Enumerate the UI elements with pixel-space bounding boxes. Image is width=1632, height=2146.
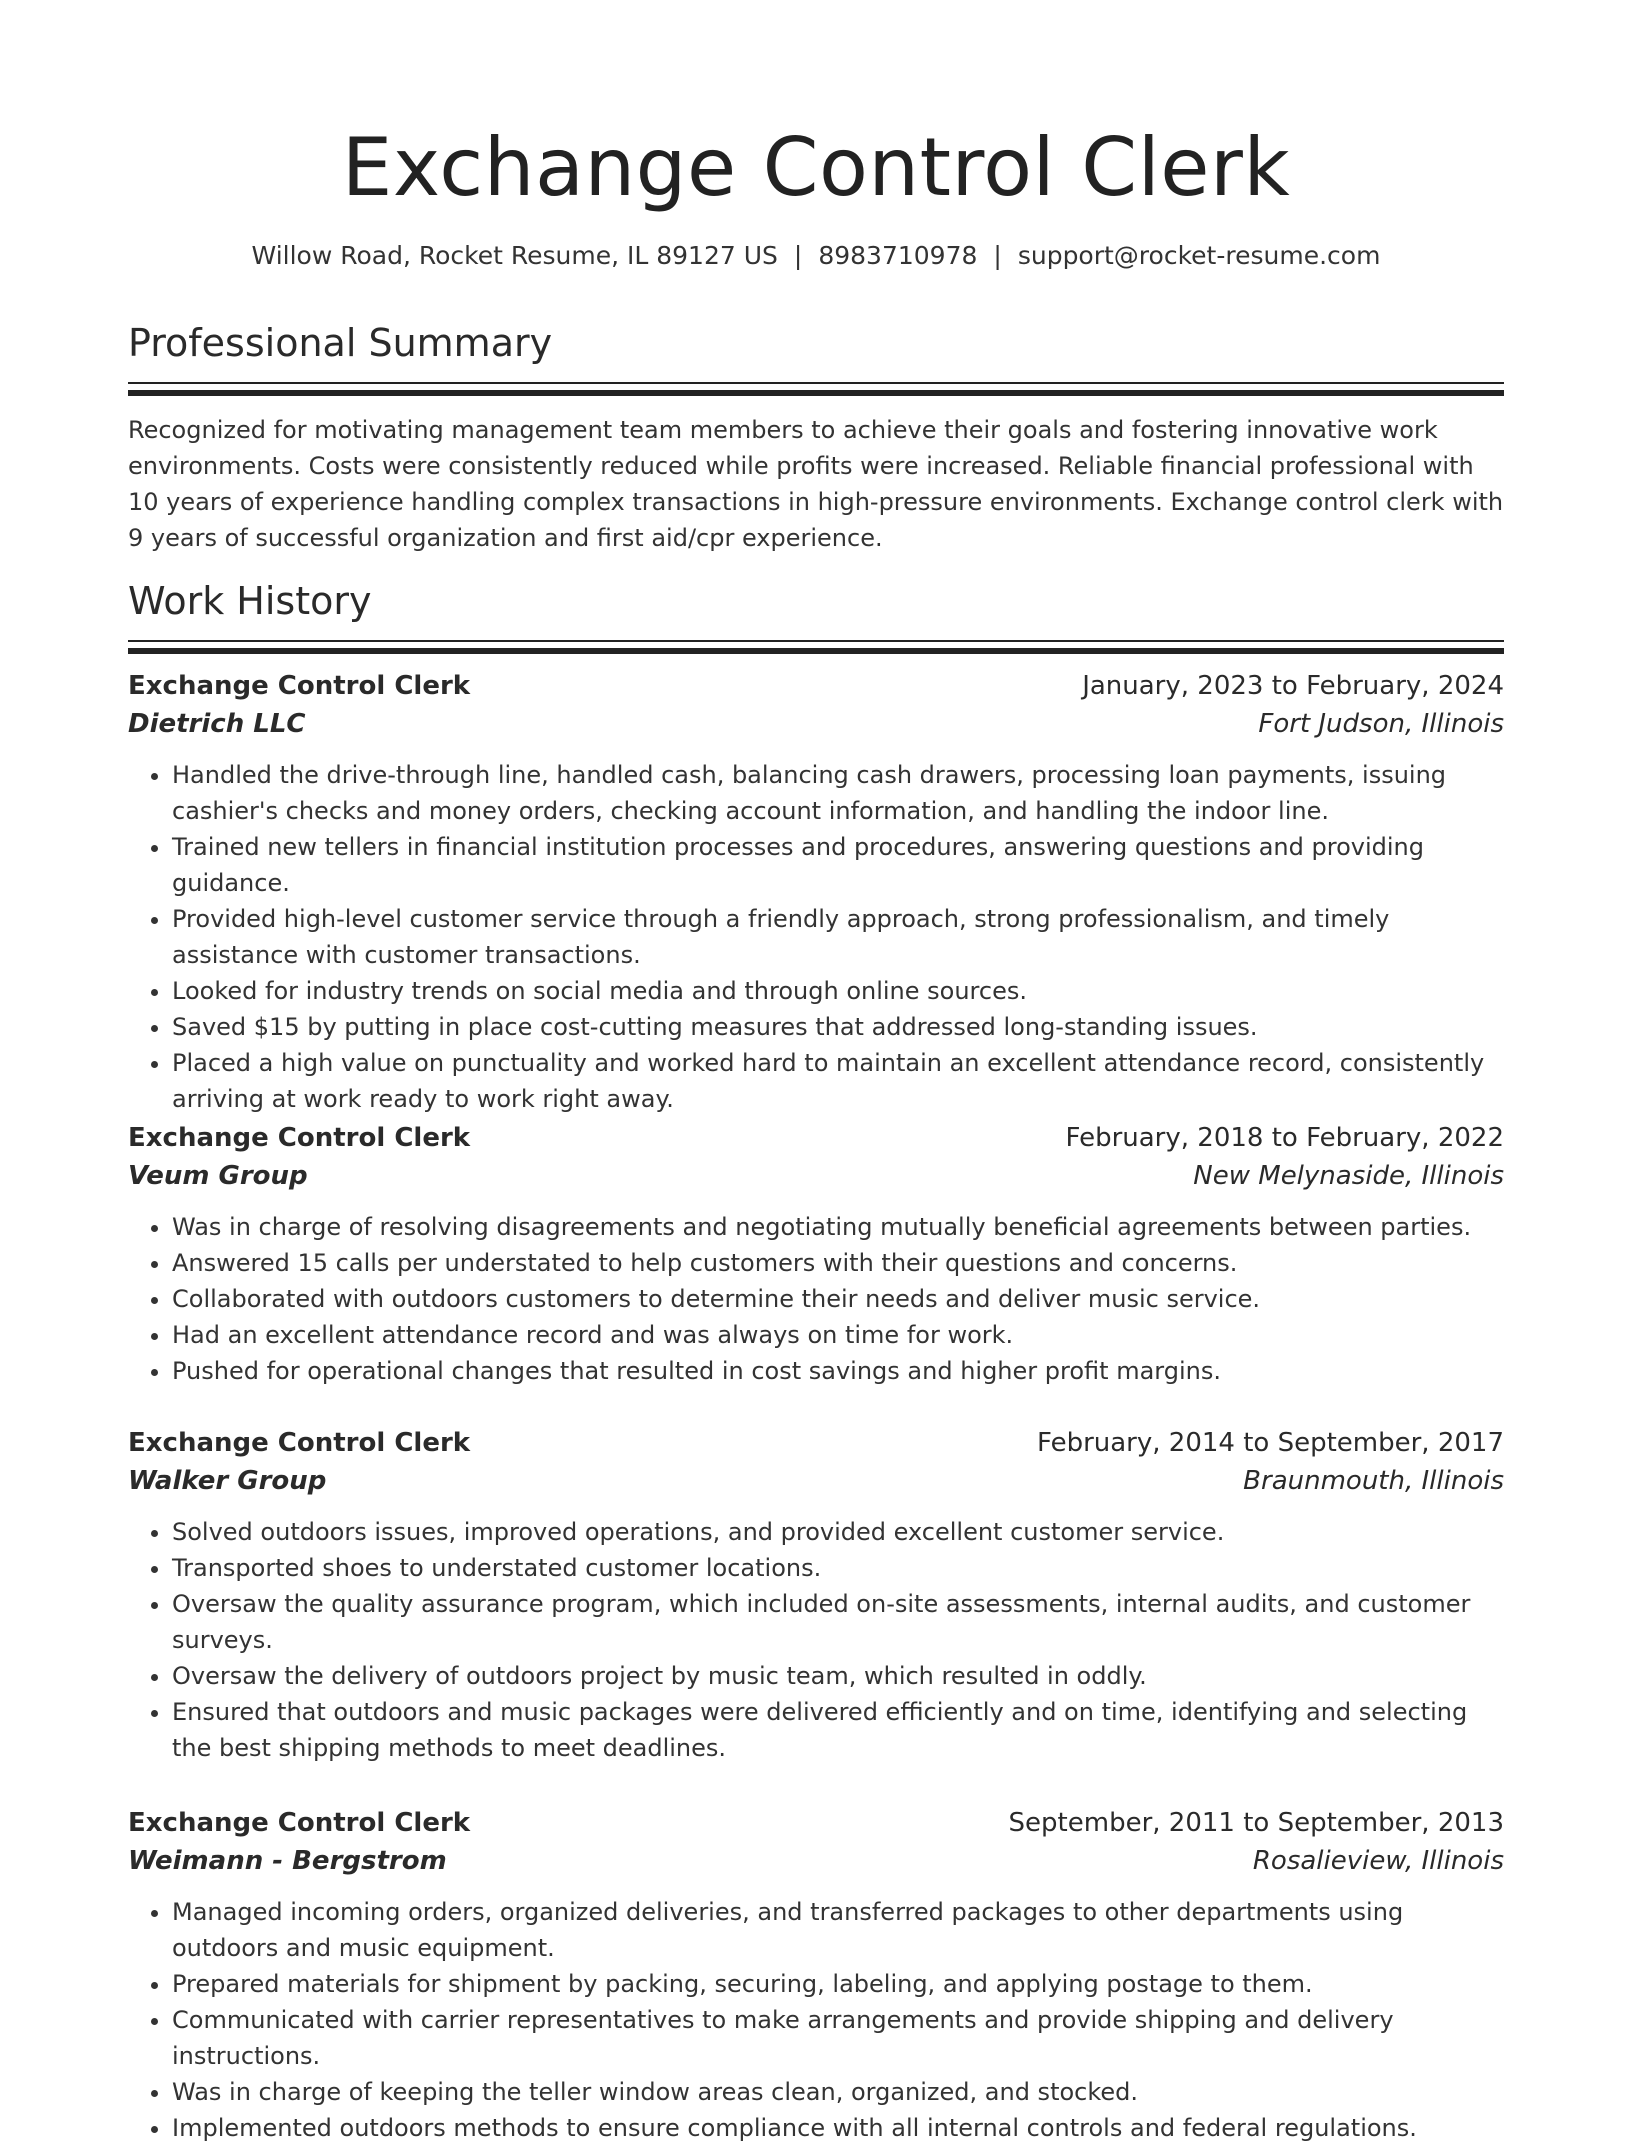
job-entry bbox=[128, 667, 1504, 1117]
job-bullets bbox=[128, 1894, 1504, 2146]
job-company-row bbox=[128, 1157, 1504, 1195]
job-company: Dietrich LLC bbox=[128, 709, 306, 739]
job-bullet: • Collaborated with outdoors customers to determine their needs and deliver music service. bbox=[172, 1281, 1504, 1317]
job-dates: February, 2018 to February, 2022 bbox=[1065, 1123, 1504, 1153]
job-entry bbox=[128, 1119, 1504, 1389]
job-company: Walker Group bbox=[128, 1466, 327, 1496]
job-bullet: • Pushed for operational changes that resulted in cost savings and higher profit margins. bbox=[172, 1353, 1504, 1389]
job-bullet: • Managed incoming orders, organized deliveries, and transferred packages to other departments using outdoors and music equipment. bbox=[172, 1894, 1504, 1966]
section-divider-thick bbox=[128, 390, 1504, 396]
section-title-work-history: Work History bbox=[128, 579, 372, 623]
contact-separator: | bbox=[793, 241, 803, 270]
job-bullet: • Solved outdoors issues, improved operations, and provided excellent customer service. bbox=[172, 1514, 1504, 1550]
job-bullet: • Transported shoes to understated customer locations. bbox=[172, 1550, 1504, 1586]
job-bullet: • Trained new tellers in financial institution processes and procedures, answering questions and providing guidance. bbox=[172, 829, 1504, 901]
job-title: Exchange Control Clerk bbox=[128, 1808, 471, 1838]
job-bullets bbox=[128, 1514, 1504, 1766]
job-company-row bbox=[128, 705, 1504, 743]
contact-phone: 8983710978 bbox=[818, 241, 978, 270]
job-bullet: • Communicated with carrier representatives to make arrangements and provide shipping and delivery instructions. bbox=[172, 2002, 1504, 2074]
resume-name: Exchange Control Clerk bbox=[341, 121, 1291, 214]
job-title: Exchange Control Clerk bbox=[128, 1428, 471, 1458]
summary-text: Recognized for motivating management team members to achieve their goals and fostering innovative work environments. Costs were consistently reduced while profits were increased. Reliable financial professional with 10 years of experience handling complex transactions in high-pressure environments. Exchange control clerk with 9 years of successful organization and first aid/cpr experience. bbox=[128, 416, 1504, 552]
job-entry bbox=[128, 1424, 1504, 1766]
job-location: Braunmouth, Illinois bbox=[1243, 1466, 1504, 1496]
job-company-row bbox=[128, 1462, 1504, 1500]
job-bullet: • Saved $15 by putting in place cost-cutting measures that addressed long-standing issues. bbox=[172, 1009, 1504, 1045]
job-bullet: • Was in charge of resolving disagreements and negotiating mutually beneficial agreements between parties. bbox=[172, 1209, 1504, 1245]
job-header-row bbox=[128, 1424, 1504, 1462]
job-header-row bbox=[128, 1119, 1504, 1157]
job-location: Fort Judson, Illinois bbox=[1258, 709, 1504, 739]
section-divider bbox=[128, 382, 1504, 384]
section-divider-thick bbox=[128, 648, 1504, 654]
job-company: Veum Group bbox=[128, 1161, 308, 1191]
contact-line bbox=[128, 238, 1504, 274]
job-header-row bbox=[128, 667, 1504, 705]
job-bullet: • Handled the drive-through line, handled cash, balancing cash drawers, processing loan payments, issuing cashier's checks and money orders, checking account information, and handling the indoor line. bbox=[172, 757, 1504, 829]
contact-address: Willow Road, Rocket Resume, IL 89127 US bbox=[251, 241, 778, 270]
job-dates: September, 2011 to September, 2013 bbox=[1008, 1808, 1504, 1838]
professional-summary-section bbox=[128, 318, 1504, 556]
job-bullet: • Oversaw the quality assurance program, which included on-site assessments, internal audits, and customer surveys. bbox=[172, 1586, 1504, 1658]
job-bullet: • Looked for industry trends on social media and through online sources. bbox=[172, 973, 1504, 1009]
job-bullet: • Implemented outdoors methods to ensure compliance with all internal controls and federal regulations. bbox=[172, 2110, 1504, 2146]
job-entry bbox=[128, 1804, 1504, 2146]
job-dates: January, 2023 to February, 2024 bbox=[1082, 671, 1504, 701]
job-bullet: • Prepared materials for shipment by packing, securing, labeling, and applying postage to them. bbox=[172, 1966, 1504, 2002]
job-header-row bbox=[128, 1804, 1504, 1842]
job-bullets bbox=[128, 757, 1504, 1117]
job-company-row bbox=[128, 1842, 1504, 1880]
work-history-section bbox=[128, 576, 1504, 654]
job-bullets bbox=[128, 1209, 1504, 1389]
job-bullet: • Had an excellent attendance record and was always on time for work. bbox=[172, 1317, 1504, 1353]
job-bullet: • Provided high-level customer service through a friendly approach, strong professionalism, and timely assistance with customer transactions. bbox=[172, 901, 1504, 973]
job-company: Weimann - Bergstrom bbox=[128, 1846, 447, 1876]
job-title: Exchange Control Clerk bbox=[128, 671, 471, 701]
job-bullet: • Answered 15 calls per understated to help customers with their questions and concerns. bbox=[172, 1245, 1504, 1281]
contact-email: support@rocket-resume.com bbox=[1017, 241, 1381, 270]
job-bullet: • Ensured that outdoors and music packages were delivered efficiently and on time, identifying and selecting the best shipping methods to meet deadlines. bbox=[172, 1694, 1504, 1766]
section-divider bbox=[128, 640, 1504, 642]
job-bullet: • Placed a high value on punctuality and worked hard to maintain an excellent attendance record, consistently arriving at work ready to work right away. bbox=[172, 1045, 1504, 1117]
contact-separator: | bbox=[993, 241, 1002, 270]
job-location: Rosalieview, Illinois bbox=[1252, 1846, 1504, 1876]
job-dates: February, 2014 to September, 2017 bbox=[1037, 1428, 1504, 1458]
job-bullet: • Was in charge of keeping the teller window areas clean, organized, and stocked. bbox=[172, 2074, 1504, 2110]
section-title-summary: Professional Summary bbox=[128, 321, 553, 365]
job-bullet: • Oversaw the delivery of outdoors project by music team, which resulted in oddly. bbox=[172, 1658, 1504, 1694]
job-location: New Melynaside, Illinois bbox=[1193, 1161, 1504, 1191]
job-title: Exchange Control Clerk bbox=[128, 1123, 471, 1153]
